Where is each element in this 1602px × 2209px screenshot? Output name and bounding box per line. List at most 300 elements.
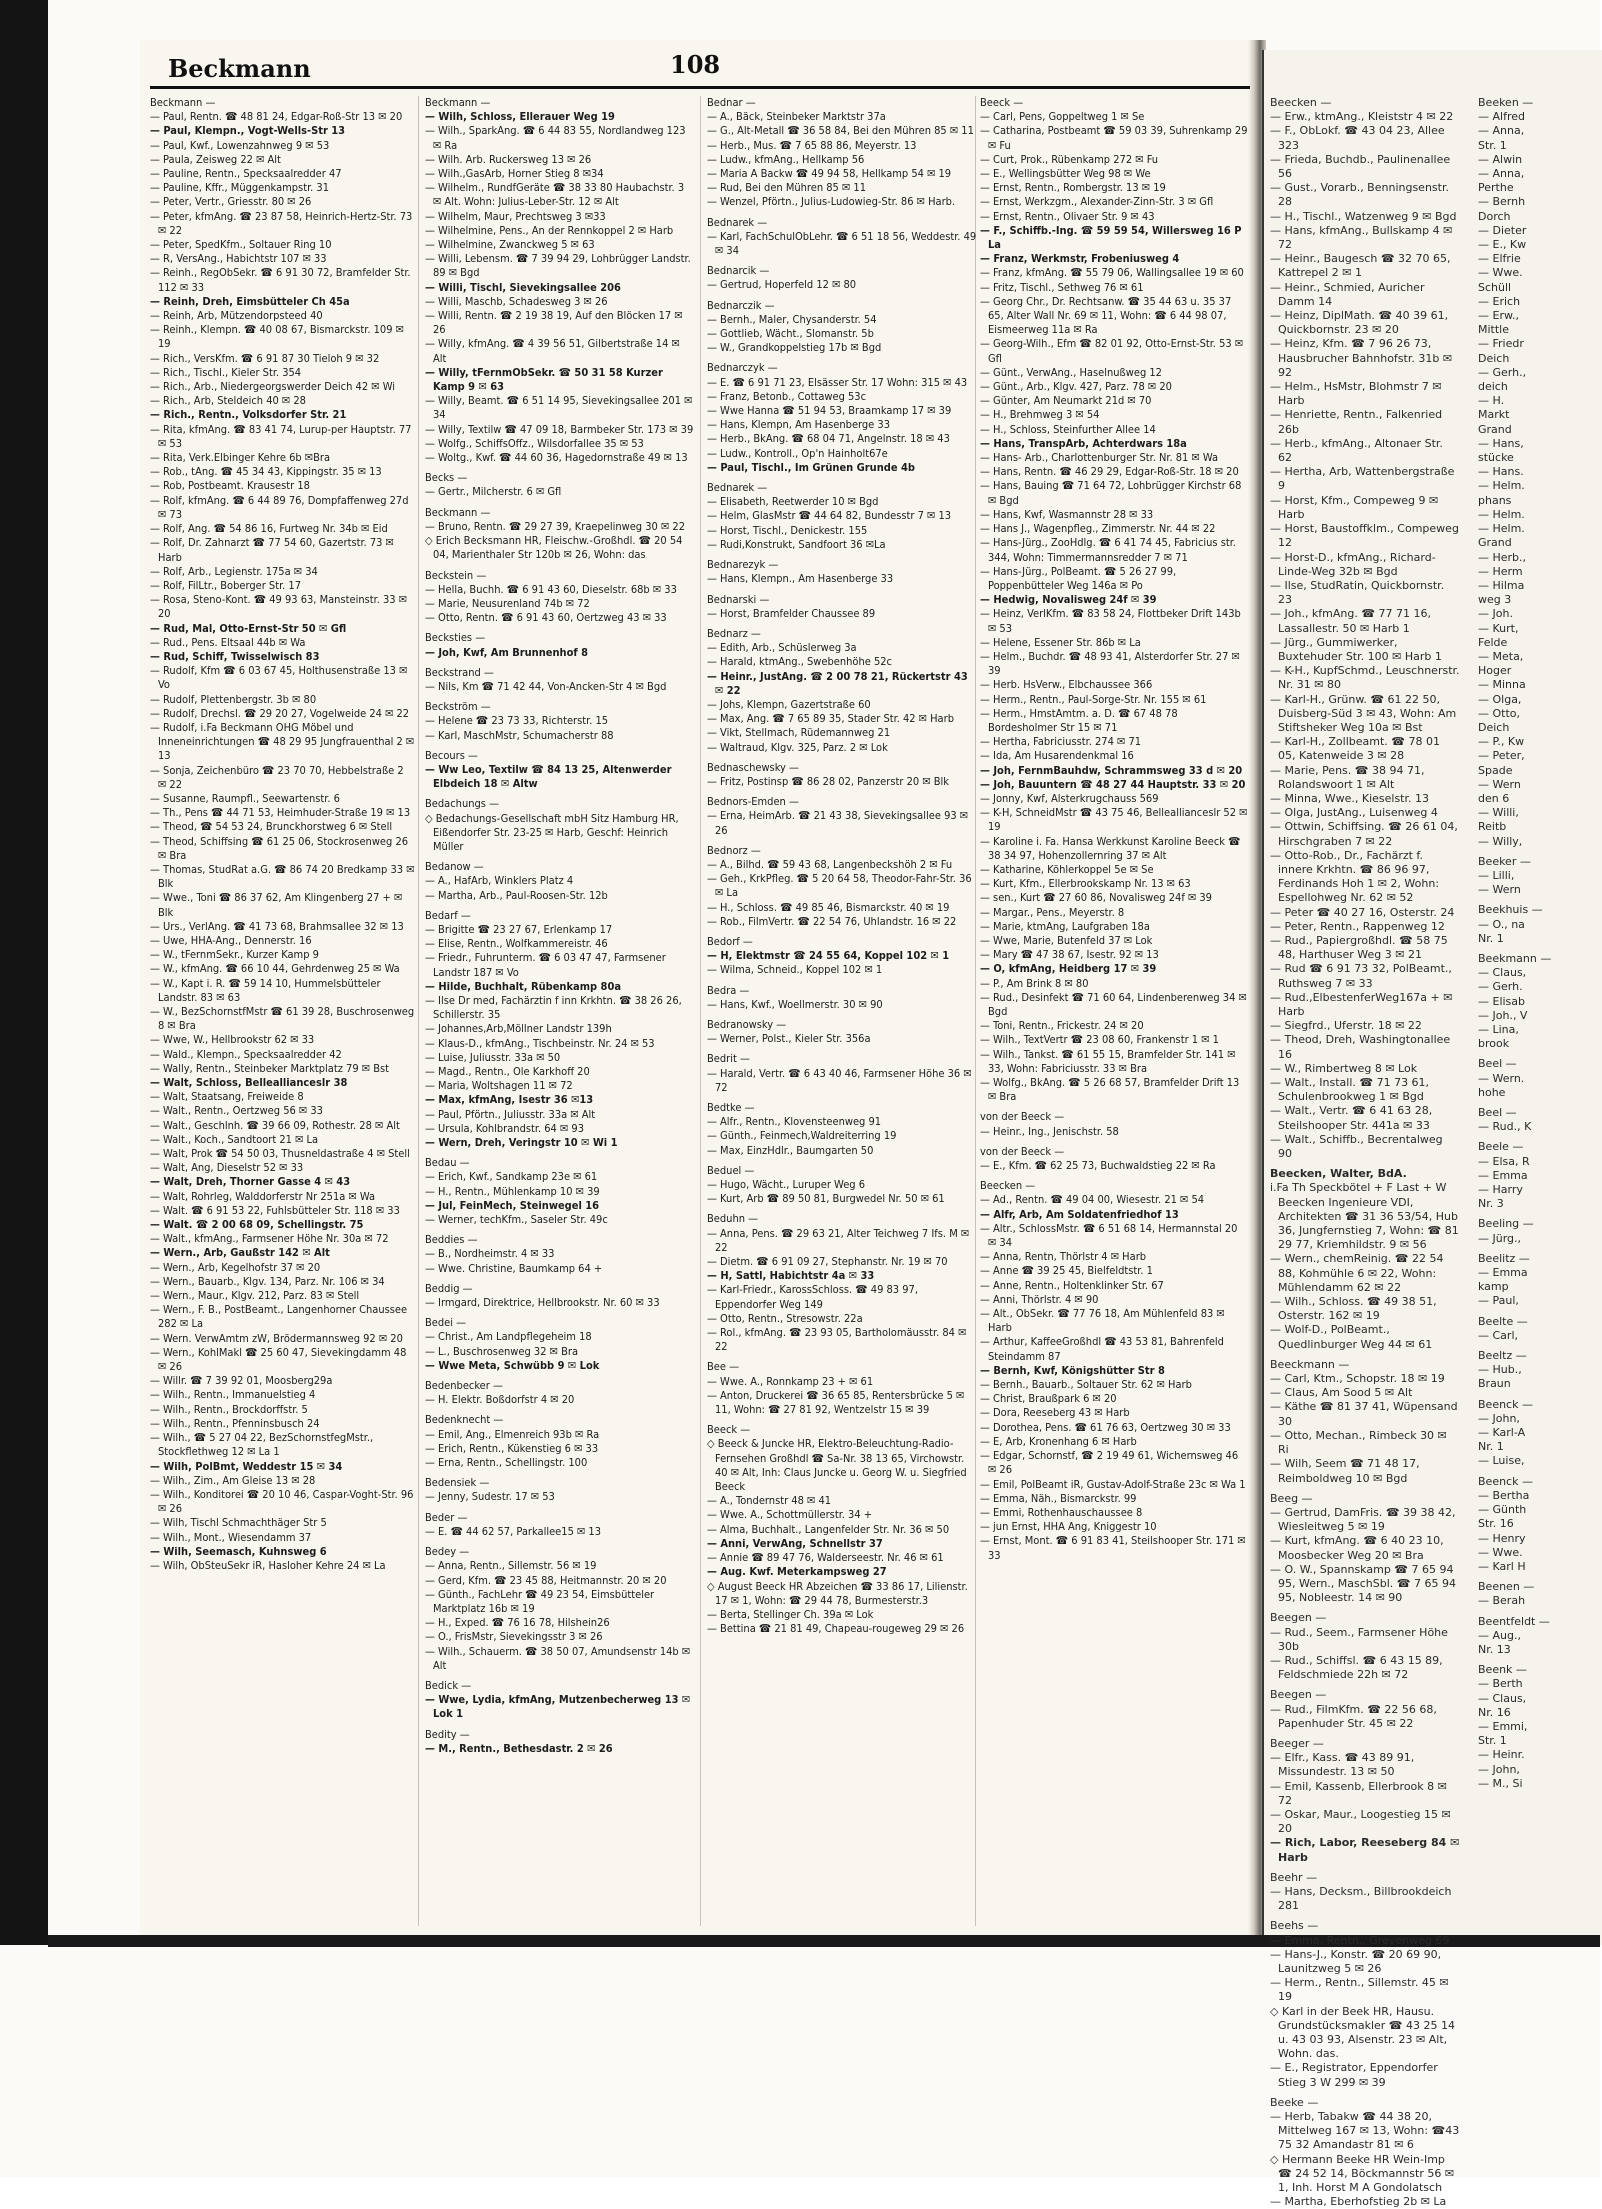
directory-entry: hohe	[1478, 1085, 1506, 1099]
directory-entry: — Günth., FachLehr ☎ 49 23 54, Eimsbütteler Marktplatz 16b ✉ 19	[425, 1587, 655, 1615]
directory-entry: — Herb., BkAng. ☎ 68 04 71, Angelnstr. 18 ✉ 43	[707, 432, 950, 446]
directory-entry: — Hub.,	[1478, 1363, 1522, 1377]
book-binding-edge	[0, 0, 48, 1945]
directory-heading: von der Beeck —	[980, 1110, 1065, 1124]
directory-entry: — Peter, Vertr., Griesstr. 80 ✉ 26	[150, 195, 312, 209]
directory-entry: ◇ August Beeck HR Abzeichen ☎ 33 86 17, Lilienstr. 17 ✉ 1, Wohn: ☎ 29 44 78, Burmesterstr.3	[707, 1579, 968, 1607]
directory-heading: Beduel —	[707, 1163, 755, 1177]
directory-entry: — Wwe.	[1478, 1545, 1523, 1559]
directory-entry: — Helm, GlasMstr ☎ 44 64 82, Bundesstr 7 ✉ 13	[707, 509, 952, 523]
directory-entry: — Paul, Kwf., Lowenzahnweg 9 ✉ 53	[150, 138, 330, 152]
directory-entry: — Th., Pens ☎ 44 71 53, Heimhuder-Straße 19 ✉ 13	[150, 806, 411, 820]
directory-entry: Nr. 13	[1478, 1642, 1511, 1656]
directory-entry: weg 3	[1478, 593, 1512, 607]
directory-entry: — Herm., Rentn., Paul-Sorge-Str. Nr. 155 ✉ 61	[980, 692, 1207, 706]
directory-heading: Beele —	[1478, 1140, 1524, 1154]
directory-entry: — Wilh., Rentn., Immanuelstieg 4	[150, 1388, 316, 1402]
directory-entry: Felde	[1478, 635, 1508, 649]
directory-entry: — Helm.	[1478, 522, 1525, 536]
directory-entry: — Maria, Woltshagen 11 ✉ 72	[425, 1079, 573, 1093]
directory-entry: — Wilh, Seemasch, Kuhnsweg 6	[150, 1544, 327, 1558]
directory-entry: — Werner, techKfm., Saseler Str. 49c	[425, 1213, 608, 1227]
directory-entry: — Elsa, R	[1478, 1154, 1530, 1168]
directory-entry: — Rud., Schiffsl. ☎ 6 43 15 89, Feldschmiede 22h ✉ 72	[1270, 1653, 1443, 1682]
directory-heading: Beckmann —	[425, 505, 491, 519]
directory-entry: — Woltg., Kwf. ☎ 44 60 36, Hagedornstraße 49 ✉ 13	[425, 451, 688, 465]
directory-entry: — Elise, Rentn., Wolfkammereistr. 46	[425, 937, 608, 951]
directory-heading: Beelitz —	[1478, 1251, 1530, 1265]
directory-entry: — Elfr., Kass. ☎ 43 89 91, Missundestr. 13 ✉ 50	[1270, 1751, 1415, 1779]
directory-heading: Bednarczyk —	[707, 361, 778, 375]
directory-heading: Bee —	[707, 1360, 740, 1374]
directory-entry: — Hedwig, Novalisweg 24f ✉ 39	[980, 593, 1157, 607]
directory-entry: — Wilh., TextVertr ☎ 23 08 60, Frankenstr 1 ✉ 1	[980, 1033, 1219, 1047]
directory-entry: — Herm., HmstAmtm. a. D. ☎ 67 48 78 Bordesholmer Str 15 ✉ 71	[980, 706, 1178, 734]
directory-heading: Bedorf —	[707, 934, 753, 948]
directory-heading: Beeck —	[980, 96, 1024, 109]
directory-heading: Beeckmann —	[1270, 1357, 1350, 1371]
directory-entry: — Rudolf, i.Fa Beckmann OHG Möbel und Inneneinrichtungen ☎ 48 29 95 Jungfrauenthal 2 ✉ 13	[150, 720, 415, 763]
directory-entry: — Walt., Rentn., Oertzweg 56 ✉ 33	[150, 1104, 323, 1118]
directory-entry: — Rud, Schiff, Twisselwisch 83	[150, 649, 320, 663]
directory-entry: — Ww Leo, Textilw ☎ 84 13 25, Altenwerder Elbdeich 18 ✉ Altw	[425, 762, 672, 791]
directory-entry: — Alwin	[1478, 152, 1523, 166]
directory-entry: — Fritz, Tischl., Sethweg 76 ✉ 61	[980, 280, 1144, 294]
directory-entry: — Hans, Klempn, Am Hasenberge 33	[707, 418, 891, 432]
directory-entry: — H. Elektr. Boßdorfstr 4 ✉ 20	[425, 1393, 575, 1407]
directory-entry: — Dietm. ☎ 6 91 09 27, Stephanstr. Nr. 19 ✉ 70	[707, 1255, 948, 1269]
directory-entry: — H., Exped. ☎ 76 16 78, Hilshein26	[425, 1616, 610, 1630]
directory-entry: — Rich., Tischl., Kieler Str. 354	[150, 365, 302, 379]
directory-heading: Beeger —	[1270, 1736, 1324, 1750]
directory-entry: — Gottlieb, Wächt., Slomanstr. 5b	[707, 327, 874, 341]
directory-entry: — Wilh., Rentn., Brockdorffstr. 5	[150, 1402, 308, 1416]
directory-entry: — Wwe Hanna ☎ 51 94 53, Braamkamp 17 ✉ 39	[707, 404, 952, 418]
directory-entry: — A., Tondernstr 48 ✉ 41	[707, 1494, 832, 1508]
directory-entry: — Katharine, Köhlerkoppel 5e ✉ Se	[980, 862, 1154, 876]
directory-entry: — W., Rimbertweg 8 ✉ Lok	[1270, 1061, 1418, 1075]
directory-entry: — Joh., V	[1478, 1008, 1528, 1022]
directory-entry: — Wilhelm, Maur, Prechtsweg 3 ✉33	[425, 209, 606, 223]
directory-entry: — Jürg., Gummiwerker, Buxtehuder Str. 100 ✉ Harb 1	[1270, 635, 1442, 663]
directory-entry: — H., Rentn., Mühlenkamp 10 ✉ 39	[425, 1184, 600, 1198]
directory-entry: — Anna,	[1478, 167, 1525, 181]
directory-entry: — Wolf-D., PolBeamt., Quedlinburger Weg 44 ✉ 61	[1270, 1323, 1433, 1351]
directory-entry: — Rud, Mal, Otto-Ernst-Str 50 ✉ Gfl	[150, 621, 347, 635]
directory-entry: — John,	[1478, 1411, 1520, 1425]
directory-entry: — Max, Ang. ☎ 7 65 89 35, Stader Str. 42 ✉ Harb	[707, 712, 954, 726]
directory-heading: Bedrit —	[707, 1052, 750, 1066]
directory-entry: — Ad., Rentn. ☎ 49 04 00, Wiesestr. 21 ✉ 54	[980, 1193, 1205, 1207]
directory-entry: — Walt., Install. ☎ 71 73 61, Schulenbrookweg 1 ✉ Bgd	[1270, 1076, 1430, 1104]
directory-heading: Bednar —	[707, 96, 756, 109]
directory-entry: — Carl, Pens, Goppeltweg 1 ✉ Se	[980, 110, 1145, 124]
directory-entry: — Wwe, Marie, Butenfeld 37 ✉ Lok	[980, 933, 1153, 947]
directory-entry: — Georg-Wilh., Efm ☎ 82 01 92, Otto-Ernst-Str. 53 ✉ Gfl	[980, 337, 1244, 365]
directory-entry: — Olga, JustAng., Luisenweg 4	[1270, 806, 1438, 820]
directory-entry: — A., Bäck, Steinbeker Marktstr 37a	[707, 110, 886, 124]
directory-entry: — A., HafArb, Winklers Platz 4	[425, 874, 574, 888]
directory-entry: — Herb., kfmAng., Altonaer Str. 62	[1270, 436, 1443, 465]
directory-entry: — Rolf, Ang. ☎ 54 86 16, Furtweg Nr. 34b ✉ Eid	[150, 522, 388, 536]
directory-entry: — Anna,	[1478, 124, 1525, 138]
directory-entry: — Karl, FachSchulObLehr. ☎ 6 51 18 56, Weddestr. 49 ✉ 34	[707, 229, 977, 258]
directory-heading: Beeck —	[707, 1423, 751, 1437]
directory-entry: — Heinz, DiplMath. ☎ 40 39 61, Quickbornstr. 23 ✉ 20	[1270, 309, 1449, 337]
directory-entry: — O, kfmAng, Heidberg 17 ✉ 39	[980, 962, 1157, 976]
directory-entry: — Rich., Arb, Steldeich 40 ✉ 28	[150, 394, 306, 408]
directory-entry: — Otto-Rob., Dr., Fachärzt f. innere Krkhtn. ☎ 86 96 97, Ferdinands Hoh 1 ✉ 2, Wohn: Espellohweg Nr. 62 ✉ 52	[1270, 848, 1440, 905]
directory-entry: — Karl-H., Zollbeamt. ☎ 78 01 05, Katenweide 3 ✉ 28	[1270, 735, 1440, 763]
directory-entry: — Wilhelm., RundfGeräte ☎ 38 33 80 Haubachstr. 3 ✉ Alt. Wohn: Julius-Leber-Str. 12 ✉ Alt	[425, 181, 685, 209]
directory-entry: — Hertha, Arb, Wattenbergstraße 9	[1270, 465, 1455, 493]
directory-heading: Beentfeldt —	[1478, 1614, 1550, 1628]
directory-entry: — Rud., Seem., Farmsener Höhe 30b	[1270, 1625, 1448, 1653]
running-head-surname: Beckmann	[168, 54, 311, 83]
directory-entry: — Willy, tFernmObSekr. ☎ 50 31 58 Kurzer Kamp 9 ✉ 63	[425, 365, 663, 394]
directory-entry: — Rich., VersKfm. ☎ 6 91 87 30 Tieloh 9 ✉ 32	[150, 351, 380, 365]
directory-entry: — Emil, PolBeamt iR, Gustav-Adolf-Straße 23c ✉ Wa 1	[980, 1477, 1246, 1491]
directory-entry: — Christ, Braußpark 6 ✉ 20	[980, 1392, 1117, 1406]
directory-entry: — Susanne, Raumpfl., Seewartenstr. 6	[150, 791, 340, 805]
directory-entry: — Erna, Rentn., Schellingstr. 100	[425, 1456, 588, 1470]
directory-entry: — Wilhelmine, Pens., An der Rennkoppel 2 ✉ Harb	[425, 223, 674, 237]
directory-entry: — Berah	[1478, 1594, 1526, 1608]
directory-entry: Nr. 1	[1478, 931, 1504, 945]
next-page-column-a	[1270, 96, 1460, 2209]
directory-entry: — Herb.,	[1478, 550, 1527, 564]
directory-entry: ◇ Erich Becksmann HR, Fleischw.-Großhdl. ☎ 20 54 04, Marienthaler Str 120b ✉ 26, Wohn: das	[425, 534, 683, 562]
directory-entry: — Rosa, Steno-Kont. ☎ 49 93 63, Mansteinstr. 33 ✉ 20	[150, 593, 407, 621]
directory-entry: — Curt, Prok., Rübenkamp 272 ✉ Fu	[980, 152, 1159, 166]
directory-entry: — Rud., FilmKfm. ☎ 22 56 68, Papenhuder Str. 45 ✉ 22	[1270, 1702, 1437, 1730]
directory-entry: — Rud., Desinfekt ☎ 71 60 64, Lindenberenweg 34 ✉ Bgd	[980, 990, 1247, 1018]
directory-heading: Beekhuis —	[1478, 903, 1543, 917]
directory-entry: — Hans.	[1478, 465, 1524, 479]
directory-entry: — Helm.	[1478, 479, 1525, 493]
directory-entry: — Wwe, W., Hellbrookstr 62 ✉ 33	[150, 1033, 315, 1047]
directory-entry: — Horst, Kfm., Compeweg 9 ✉ Harb	[1270, 493, 1439, 521]
directory-heading: Bednarcik —	[707, 264, 770, 278]
directory-entry: — Arthur, KaffeeGroßhdl ☎ 43 53 81, Bahrenfeld Steindamm 87	[980, 1335, 1224, 1363]
directory-entry: — H.	[1478, 394, 1505, 408]
directory-heading: Beekmann —	[1478, 951, 1552, 965]
directory-heading: Bednorz —	[707, 843, 761, 857]
directory-entry: — Brigitte ☎ 23 27 67, Erlenkamp 17	[425, 922, 613, 936]
directory-entry: — Wenzel, Pförtn., Julius-Ludowieg-Str. 86 ✉ Harb.	[707, 195, 956, 209]
directory-entry: — Johannes,Arb,Möllner Landstr 139h	[425, 1022, 612, 1036]
directory-entry: — Gertrud, DamFris. ☎ 39 38 42, Wiesleitweg 5 ✉ 19	[1270, 1505, 1456, 1534]
directory-entry: — Karl-A	[1478, 1426, 1526, 1440]
directory-heading: Bedranowsky —	[707, 1017, 787, 1031]
directory-heading: Bedenknecht —	[425, 1413, 504, 1427]
directory-entry: — Rudolf, Drechsl. ☎ 29 20 27, Vogelweide 24 ✉ 22	[150, 706, 410, 720]
directory-entry: — G., Alt-Metall ☎ 36 58 84, Bei den Mühren 85 ✉ 11	[707, 124, 974, 138]
directory-entry: — Emma, Näh., Bismarckstr. 99	[980, 1491, 1137, 1505]
next-page-column-b	[1478, 96, 1600, 1926]
directory-entry: — Max, EinzHdlr., Baumgarten 50	[707, 1143, 874, 1157]
directory-entry: Str. 1	[1478, 1734, 1507, 1748]
directory-entry: — Dora, Reeseberg 43 ✉ Harb	[980, 1406, 1130, 1420]
directory-entry: — Margar., Pens., Meyerstr. 8	[980, 905, 1125, 919]
directory-entry: — Hans, TranspArb, Achterdwars 18a	[980, 436, 1187, 450]
directory-entry: — Alt., ObSekr. ☎ 77 76 18, Am Mühlenfeld 83 ✉ Harb	[980, 1307, 1225, 1335]
directory-entry: — Helm., HsMstr, Blohmstr 7 ✉Harb	[1270, 380, 1442, 408]
directory-entry: — Rol., kfmAng. ☎ 23 93 05, Bartholomäusstr. 84 ✉ 22	[707, 1326, 967, 1354]
directory-heading: Beelte —	[1478, 1314, 1528, 1328]
directory-entry: — Marie, Neusurenland 74b ✉ 72	[425, 596, 590, 610]
directory-entry: — Walt. ☎ 6 91 53 22, Fuhlsbütteler Str. 118 ✉ 33	[150, 1203, 400, 1217]
directory-entry: brook	[1478, 1037, 1510, 1051]
directory-entry: — Rud.,ElbestenferWeg167a + ✉Harb	[1270, 990, 1453, 1018]
directory-entry: — Rud., Pens. Eltsaal 44b ✉ Wa	[150, 635, 306, 649]
directory-entry: — Hilde, Buchhalt, Rübenkamp 80a	[425, 979, 622, 993]
directory-column-3	[707, 96, 977, 1926]
directory-entry: — Wern., Arb, Gaußstr 142 ✉ Alt	[150, 1246, 330, 1260]
directory-entry: — Günth	[1478, 1503, 1527, 1517]
directory-entry: — Ludw., kfmAng., Hellkamp 56	[707, 152, 865, 166]
directory-entry: — Wilh, ObStеuSekr iR, Hasloher Kehre 24 ✉ La	[150, 1558, 386, 1572]
directory-entry: — Günth., Feinmech,Waldreiterring 19	[707, 1129, 897, 1143]
directory-entry: — Ernst, Rentn., Olivaer Str. 9 ✉ 43	[980, 209, 1155, 223]
directory-entry: — Geh., KrkPfleg. ☎ 5 20 64 58, Theodor-Fahr-Str. 36 ✉ La	[707, 872, 972, 900]
directory-entry: Reitb	[1478, 820, 1507, 834]
directory-entry: — Vikt, Stellmach, Rüdemannweg 21	[707, 726, 891, 740]
directory-entry: — Hugo, Wächt., Luruper Weg 6	[707, 1178, 866, 1192]
directory-entry: — Wilh., Tankst. ☎ 61 55 15, Bramfelder Str. 141 ✉ 33, Wohn: Fabriciusstr. 33 ✉ Bra	[980, 1047, 1236, 1075]
directory-entry: — Willy,	[1478, 834, 1523, 848]
directory-entry: — Helene ☎ 23 73 33, Richterstr. 15	[425, 714, 609, 728]
directory-entry: — Paul, Pförtn., Juliusstr. 33a ✉ Alt	[425, 1107, 596, 1121]
directory-heading: Beckström —	[425, 700, 491, 714]
directory-entry: — Rud, Bei den Mühren 85 ✉ 11	[707, 181, 867, 195]
directory-entry: — Dorothea, Pens. ☎ 61 76 63, Oertzweg 30 ✉ 33	[980, 1420, 1231, 1434]
directory-heading: Bednarski —	[707, 592, 770, 606]
directory-heading: Becours —	[425, 748, 478, 762]
directory-entry: — Max, kfmAng, Isestr 36 ✉13	[425, 1093, 594, 1107]
directory-entry: — Willi,	[1478, 806, 1519, 820]
directory-entry: — Rich., Arb., Niedergeorgswerder Deich 42 ✉ Wi	[150, 380, 396, 394]
directory-entry: — Karl, MaschMstr, Schumacherstr 88	[425, 728, 614, 742]
directory-entry: — Rud., K	[1478, 1120, 1532, 1134]
directory-entry: Str. 1	[1478, 138, 1507, 152]
directory-entry: — Heinz, Kfm. ☎ 7 96 26 73, Hausbrucher Bahnhofstr. 31b ✉ 92	[1270, 337, 1453, 379]
directory-entry: Spade	[1478, 763, 1513, 777]
directory-entry: — E. ☎ 44 62 57, Parkallee15 ✉ 13	[425, 1524, 602, 1538]
directory-entry: — E., Kw	[1478, 238, 1527, 252]
directory-entry: — Paul,	[1478, 1294, 1519, 1308]
directory-column-4	[980, 96, 1248, 1926]
directory-entry: — Heinr.	[1478, 1748, 1525, 1762]
directory-entry: — Rob, Postbeamt. Krausestr 18	[150, 479, 310, 493]
directory-entry: — Wald., Klempn., Specksaalredder 42	[150, 1047, 342, 1061]
directory-entry: — Peter, SpedKfm., Soltauer Ring 10	[150, 238, 332, 252]
directory-entry: — Nils, Km ☎ 71 42 44, Von-Ancken-Str 4 ✉ Bgd	[425, 679, 667, 693]
directory-entry: Str. 16	[1478, 1517, 1514, 1531]
directory-heading: Bedenbecker —	[425, 1379, 503, 1393]
directory-entry: — Joh, Bauuntern ☎ 48 27 44 Hauptstr. 33 ✉ 20	[980, 777, 1246, 791]
directory-entry: — Herb., Mus. ☎ 7 65 88 86, Meyerstr. 13	[707, 138, 917, 152]
directory-heading: Bedensiek —	[425, 1476, 490, 1490]
directory-heading: Beeker —	[1478, 854, 1531, 868]
directory-entry: — Marie, Pens. ☎ 38 94 71, Rolandswoort 1 ✉ Alt	[1270, 763, 1425, 791]
directory-entry: Nr. 1	[1478, 1440, 1504, 1454]
directory-entry: — Helm.	[1478, 507, 1525, 521]
directory-entry: Mittle	[1478, 323, 1509, 337]
directory-entry: — Heinr., Baugesch ☎ 32 70 65, Kattrepel 2 ✉ 1	[1270, 252, 1451, 280]
directory-heading: Beenck —	[1478, 1474, 1533, 1488]
directory-entry: — H, Sattl, Habichtstr 4a ✉ 33	[707, 1269, 875, 1283]
directory-heading: Bedey —	[425, 1545, 470, 1559]
directory-entry: — H., Tischl., Watzenweg 9 ✉ Bgd	[1270, 209, 1457, 223]
directory-entry: — Ernst, Mont. ☎ 6 91 83 41, Steilshooper Str. 171 ✉ 33	[980, 1534, 1246, 1562]
directory-heading: Beddig —	[425, 1281, 473, 1295]
directory-entry: — Henriette, Rentn., Falkenried 26b	[1270, 408, 1443, 436]
directory-entry: — Herb. HsVerw., Elbchaussee 366	[980, 678, 1153, 692]
directory-entry: — Franz, kfmAng. ☎ 55 79 06, Wallingsallee 19 ✉ 60	[980, 266, 1244, 280]
directory-entry: — O. W., Spannskamp ☎ 7 65 94 95, Wern., MaschSbl. ☎ 7 65 94 95, Nobleestr. 14 ✉ 90	[1270, 1562, 1456, 1605]
directory-entry: — Wwe Meta, Schwübb 9 ✉ Lok	[425, 1358, 600, 1372]
directory-entry: — Erna, HeimArb. ☎ 21 43 38, Sievekingsallee 93 ✉ 26	[707, 809, 969, 837]
directory-entry: — W., Kapt i. R. ☎ 59 14 10, Hummelsbütteler Landstr. 83 ✉ 63	[150, 976, 381, 1004]
directory-entry: — F., Schiffb.-Ing. ☎ 59 59 54, Willersweg 16 P La	[980, 223, 1242, 252]
directory-entry: — Claus,	[1478, 966, 1527, 980]
directory-entry: — Wern., KohlMakl ☎ 25 60 47, Sievekingdamm 48 ✉ 26	[150, 1345, 407, 1374]
directory-entry: — Wilh, Tischl Schmachthäger Str 5	[150, 1516, 327, 1530]
directory-entry: — Bernh, Kwf, Königshütter Str 8	[980, 1363, 1165, 1377]
directory-entry: — Emma	[1478, 1266, 1528, 1280]
directory-entry: — Walt, Staatsang, Freiweide 8	[150, 1090, 304, 1104]
directory-entry: — Martha, Eberhofstieg 2b ✉ La	[1270, 2195, 1447, 2209]
directory-entry: — Günter, Am Neumarkt 21d ✉ 70	[980, 394, 1152, 408]
directory-entry: — Reinh., Klempn. ☎ 40 08 67, Bismarckstr. 109 ✉ 19	[150, 323, 404, 351]
directory-entry: — Alfr., Rentn., Klovensteenweg 91	[707, 1115, 882, 1129]
directory-heading: Beddies —	[425, 1233, 478, 1247]
directory-heading: Bedick —	[425, 1678, 472, 1692]
directory-entry: — Reinh, Arb, Mützendorpsteed 40	[150, 309, 323, 323]
directory-entry: — Altr., SchlossMstr. ☎ 6 51 68 14, Hermannstal 20 ✉ 34	[980, 1221, 1238, 1250]
directory-entry: — Joh, FernmBauhdw, Schrammsweg 33 d ✉ 20	[980, 763, 1243, 777]
directory-entry: — Hilma	[1478, 578, 1525, 592]
directory-entry: — M., Rentn., Bethesdastr. 2 ✉ 26	[425, 1741, 613, 1755]
directory-entry: — Wilh, Seem ☎ 71 48 17, Reimboldweg 10 ✉ Bgd	[1270, 1457, 1420, 1485]
directory-entry: — John,	[1478, 1762, 1520, 1776]
directory-entry: — Paula, Zeisweg 22 ✉ Alt	[150, 152, 281, 166]
directory-entry: — Willi, Maschb, Schadesweg 3 ✉ 26	[425, 294, 608, 308]
directory-entry: — Henry	[1478, 1531, 1526, 1545]
directory-entry: — Alfred	[1478, 110, 1525, 124]
directory-entry: — Gust., Vorarb., Benningsenstr. 28	[1270, 181, 1449, 209]
directory-entry: — Hans, Decksm., Billbrookdeich 281	[1270, 1884, 1452, 1913]
directory-entry: — K-H, SchneidMstr ☎ 43 75 46, Belleallianceslr 52 ✉ 19	[980, 806, 1248, 834]
directory-entry: — Elfrie	[1478, 252, 1521, 266]
directory-entry: — Harry	[1478, 1183, 1523, 1197]
directory-entry: — Minna, Wwe., Kieselstr. 13	[1270, 791, 1429, 805]
directory-entry: — Reinh., RegObSekr. ☎ 6 91 30 72, Bramfelder Str. 112 ✉ 33	[150, 266, 411, 294]
directory-entry: ◇ Beeck & Juncke HR, Elektro-Beleuchtung-Radio-Fernsehen Großhdl ☎ Sa-Nr. 38 13 65, Virchowstr. 40 ✉ Alt, Inh: Claus Juncke u. Georg W. u. Siegfried Beeck	[707, 1437, 967, 1494]
directory-entry: — Klaus-D., kfmAng., Tischbeinstr. Nr. 24 ✉ 53	[425, 1036, 655, 1050]
directory-entry: — Christ., Am Landpflegeheim 18	[425, 1330, 592, 1344]
directory-heading: Beckmann —	[150, 96, 216, 109]
directory-entry: — A., Bilhd. ☎ 59 43 68, Langenbeckshöh 2 ✉ Fu	[707, 857, 953, 871]
directory-entry: — Gerh.,	[1478, 365, 1527, 379]
directory-heading: Beenk —	[1478, 1663, 1527, 1677]
directory-entry: — Anna, Rentn, Thörlstr 4 ✉ Harb	[980, 1250, 1147, 1264]
directory-heading: Beeke —	[1270, 2095, 1319, 2109]
directory-entry: — Ludw., Kontroll., Op'n Hainholt67e	[707, 446, 888, 460]
directory-entry: — W., kfmAng. ☎ 66 10 44, Gehrdenweg 25 ✉ Wa	[150, 962, 400, 976]
directory-entry: — Ursula, Kohlbrandstr. 64 ✉ 93	[425, 1121, 585, 1135]
directory-entry: — Meta,	[1478, 649, 1524, 663]
directory-entry: — Erich	[1478, 294, 1521, 308]
directory-entry: — Bettina ☎ 21 81 49, Chapeau-rougeweg 29 ✉ 26	[707, 1622, 965, 1636]
directory-entry: phans	[1478, 493, 1512, 507]
directory-entry: — Friedr	[1478, 337, 1524, 351]
directory-heading: Beduhn —	[707, 1212, 759, 1226]
directory-entry: — Wilma, Schneid., Koppel 102 ✉ 1	[707, 963, 883, 977]
directory-entry: — Anna, Pens. ☎ 29 63 21, Alter Teichweg 7 Ifs. M ✉ 22	[707, 1226, 970, 1254]
directory-entry: — Anna, Rentn., Sillemstr. 56 ✉ 19	[425, 1559, 597, 1573]
directory-entry: — Wwe. A., Ronnkamp 23 + ✉ 61	[707, 1374, 874, 1388]
directory-entry: — Carl,	[1478, 1328, 1518, 1342]
directory-entry: — Anne ☎ 39 25 45, Bielfeldtstr. 1	[980, 1264, 1153, 1278]
directory-entry: — Peter ☎ 40 27 16, Osterstr. 24	[1270, 905, 1455, 919]
directory-entry: — Frieda, Buchdb., Paulinenallee 56	[1270, 152, 1451, 181]
directory-entry: — Erw.,	[1478, 309, 1519, 323]
directory-entry: — Heinr., JustAng. ☎ 2 00 78 21, Rückertstr 43 ✉ 22	[707, 669, 968, 697]
directory-heading: Becksties —	[425, 631, 486, 645]
directory-entry: — Walt. ☎ 2 00 68 09, Schellingstr. 75	[150, 1218, 364, 1232]
directory-entry: — Hans, kfmAng., Bullskamp 4 ✉ 72	[1270, 223, 1453, 252]
directory-entry: — Paul, Rentn. ☎ 48 81 24, Edgar-Roß-Str 13 ✉ 20	[150, 110, 403, 124]
directory-heading: Beel —	[1478, 1057, 1517, 1071]
directory-entry: — Annie ☎ 89 47 76, Waldersеestr. Nr. 46 ✉ 61	[707, 1551, 944, 1565]
directory-entry: — Elisab	[1478, 994, 1526, 1008]
directory-heading: Bednarczik —	[707, 298, 775, 312]
directory-entry: — Anni, VerwAng, Schnellstr 37	[707, 1536, 883, 1550]
directory-entry: — Emil, Ang., Elmenreich 93b ✉ Ra	[425, 1427, 600, 1441]
directory-entry: — Jonny, Kwf, Alsterkrugchauss 569	[980, 791, 1159, 805]
directory-entry: — Paul, Klempn., Vogt-Wells-Str 13	[150, 124, 346, 138]
directory-entry: — Wilh.,GasArb, Horner Stieg 8 ✉34	[425, 167, 604, 181]
directory-entry: — Otto, Rentn. ☎ 6 91 43 60, Oertzweg 43 ✉ 33	[425, 611, 667, 625]
directory-entry: — Bertha	[1478, 1488, 1530, 1502]
directory-entry: — Hans- Arb., Charlottenburger Str. Nr. 81 ✉ Wa	[980, 451, 1219, 465]
directory-entry: — Ilse, StudRatin, Quickbornstr. 23	[1270, 578, 1445, 607]
directory-heading: Bedei —	[425, 1316, 467, 1330]
directory-entry: — Wern	[1478, 777, 1521, 791]
directory-entry: — Gerd, Kfm. ☎ 23 45 88, Heitmannstr. 20 ✉ 20	[425, 1573, 667, 1587]
directory-entry: — Catharina, Postbeamt ☎ 59 03 39, Suhrenkamp 29 ✉ Fu	[980, 124, 1248, 152]
directory-entry: — Claus,	[1478, 1691, 1527, 1705]
directory-entry: — Peter, Rentn., Rappenweg 12	[1270, 919, 1445, 933]
directory-entry: — Theod, Schiffsing ☎ 61 25 06, Stockrosenweg 26 ✉ Bra	[150, 834, 409, 862]
directory-entry: — Hans, Kwf, Wasmannstr 28 ✉ 33	[980, 507, 1154, 521]
directory-entry: — Rud ☎ 6 91 73 32, PolBeamt., Ruthsweg 7 ✉ 33	[1270, 962, 1452, 990]
directory-entry: — Wolfg., SchiffsOffz., Wilsdorfallee 35 ✉ 53	[425, 436, 644, 450]
directory-heading: Bedachungs —	[425, 797, 499, 811]
directory-heading: Bedtke —	[707, 1101, 755, 1114]
directory-entry: — Emma	[1478, 1168, 1528, 1182]
directory-entry: — Wilh, PolBmt, Weddestr 15 ✉ 34	[150, 1459, 343, 1473]
directory-entry: — H., Schloss. ☎ 49 85 46, Bismarckstr. 40 ✉ 19	[707, 900, 950, 914]
directory-heading: Beckstein —	[425, 568, 487, 582]
directory-entry: — Wilh, Schloss, Ellerauer Weg 19	[425, 110, 615, 124]
directory-entry: Nr. 16	[1478, 1705, 1511, 1719]
directory-entry: — Erich, Kwf., Sandkamp 23e ✉ 61	[425, 1170, 598, 1184]
directory-entry: — Wwe. Christine, Baumkamp 64 +	[425, 1261, 603, 1275]
directory-entry: — Harald, Vertr. ☎ 6 43 40 46, Farmsener Höhe 36 ✉ 72	[707, 1066, 972, 1094]
